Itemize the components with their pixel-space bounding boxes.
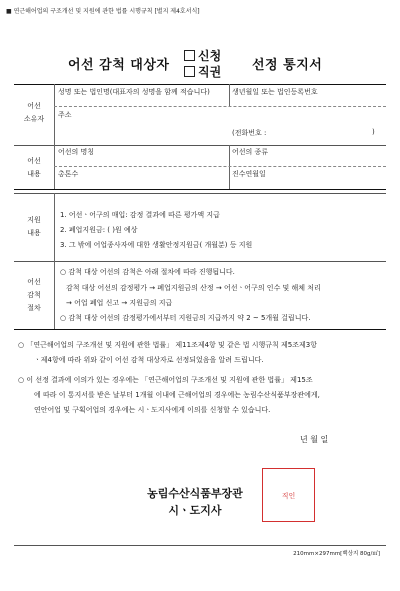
date-line: 년 월 일 bbox=[300, 435, 329, 444]
option-ex-officio[interactable] bbox=[184, 63, 221, 80]
procedure-line: ○ 감척 대상 어선의 감척은 아래 절차에 따라 진행됩니다. bbox=[60, 268, 235, 276]
issuer-governor: 시ㆍ도지사 bbox=[168, 504, 222, 517]
support-item: 3. 그 밖에 어업종사자에 대한 생활안정지원금( 개월분) 등 지원 bbox=[60, 241, 253, 249]
notice-line: 에 따라 이 통지서를 받은 날부터 1개월 이내에 근해어업의 경우에는 농림수산식품부장관에게, bbox=[34, 391, 320, 399]
notice-line: ○ 이 선정 결과에 이의가 있는 경우에는 「연근해어업의 구조개선 및 지원에 관한 법률」 제15조 bbox=[18, 376, 313, 384]
notice-line: ○ 「연근해어업의 구조개선 및 지원에 관한 법률」 제11조제4항 및 같은 법 시행규칙 제5조제3항 bbox=[18, 341, 317, 349]
vessel-tonnage-field[interactable]: 총톤수 bbox=[58, 170, 79, 178]
title-suffix: 선정 통지서 bbox=[252, 58, 323, 73]
vessel-name-field[interactable]: 어선의 명칭 bbox=[58, 148, 95, 156]
divider bbox=[14, 193, 386, 194]
owner-phone-close: ) bbox=[372, 128, 375, 136]
checkbox-icon[interactable] bbox=[184, 50, 195, 61]
issuer-minister: 농림수산식품부장관 bbox=[147, 487, 243, 500]
law-reference: ■ 연근해어업의 구조개선 및 지원에 관한 법률 시행규칙 [별지 제4호서식] bbox=[6, 8, 200, 15]
divider bbox=[54, 106, 386, 107]
divider bbox=[54, 84, 55, 145]
option-apply-label: 신청 bbox=[198, 49, 222, 63]
footer-divider bbox=[14, 545, 386, 546]
vessel-type-field[interactable]: 어선의 종류 bbox=[232, 148, 269, 156]
owner-phone-field[interactable]: (전화번호 : bbox=[232, 129, 267, 137]
notice-line: ㆍ제4항에 따라 위와 같이 어선 감척 대상자로 선정되었음을 알려 드립니다. bbox=[34, 356, 264, 364]
owner-birth-field[interactable]: 생년월일 또는 법인등록번호 bbox=[232, 88, 318, 96]
table-bottom-border bbox=[14, 329, 386, 330]
support-item: 2. 폐업지원금: ( )원 예상 bbox=[60, 226, 138, 234]
option-ex-officio-label: 직권 bbox=[198, 65, 222, 79]
document-title bbox=[0, 46, 400, 80]
divider bbox=[229, 145, 230, 189]
vessel-launch-field[interactable]: 진수연월일 bbox=[232, 170, 266, 178]
procedure-line: 감척 대상 어선의 감정평가 → 폐업지원금의 산정 → 어선ㆍ어구의 인수 및 해체 처리 bbox=[66, 284, 321, 292]
support-item: 1. 어선ㆍ어구의 매입: 감정 결과에 따른 평가액 지급 bbox=[60, 211, 220, 219]
checkbox-icon[interactable] bbox=[184, 66, 195, 77]
procedure-section-label: 어선 감척 절차 bbox=[27, 278, 41, 312]
divider bbox=[14, 189, 386, 190]
official-seal-box bbox=[262, 468, 315, 522]
divider bbox=[54, 145, 55, 189]
procedure-line: → 어업 폐업 신고 → 지원금의 지급 bbox=[66, 299, 173, 307]
divider bbox=[14, 261, 386, 262]
divider bbox=[54, 193, 55, 261]
paper-spec: 210mm×297mm[백상지 80g/㎡] bbox=[293, 551, 380, 557]
owner-section-label: 어선 소유자 bbox=[23, 102, 45, 123]
procedure-line: ○ 감척 대상 어선의 감정평가에서부터 지원금의 지급까지 약 2 ~ 5개월 걸립니다. bbox=[60, 314, 311, 322]
divider bbox=[54, 166, 386, 167]
divider bbox=[14, 145, 386, 146]
divider bbox=[54, 261, 55, 329]
notice-line: 연안어업 및 구획어업의 경우에는 시ㆍ도지사에게 이의를 신청할 수 있습니다. bbox=[34, 406, 271, 414]
title-prefix: 어선 감척 대상자 bbox=[68, 58, 170, 73]
owner-name-field[interactable]: 성명 또는 법인명(대표자의 성명을 함께 적습니다) bbox=[58, 88, 210, 96]
owner-address-field[interactable]: 주소 bbox=[58, 111, 72, 119]
support-section-label: 지원 내용 bbox=[27, 216, 41, 237]
divider bbox=[229, 84, 230, 106]
table-top-border bbox=[14, 84, 386, 85]
seal-label: 직인 bbox=[281, 492, 296, 500]
vessel-section-label: 어선 내용 bbox=[27, 157, 41, 178]
option-apply[interactable] bbox=[184, 47, 221, 64]
